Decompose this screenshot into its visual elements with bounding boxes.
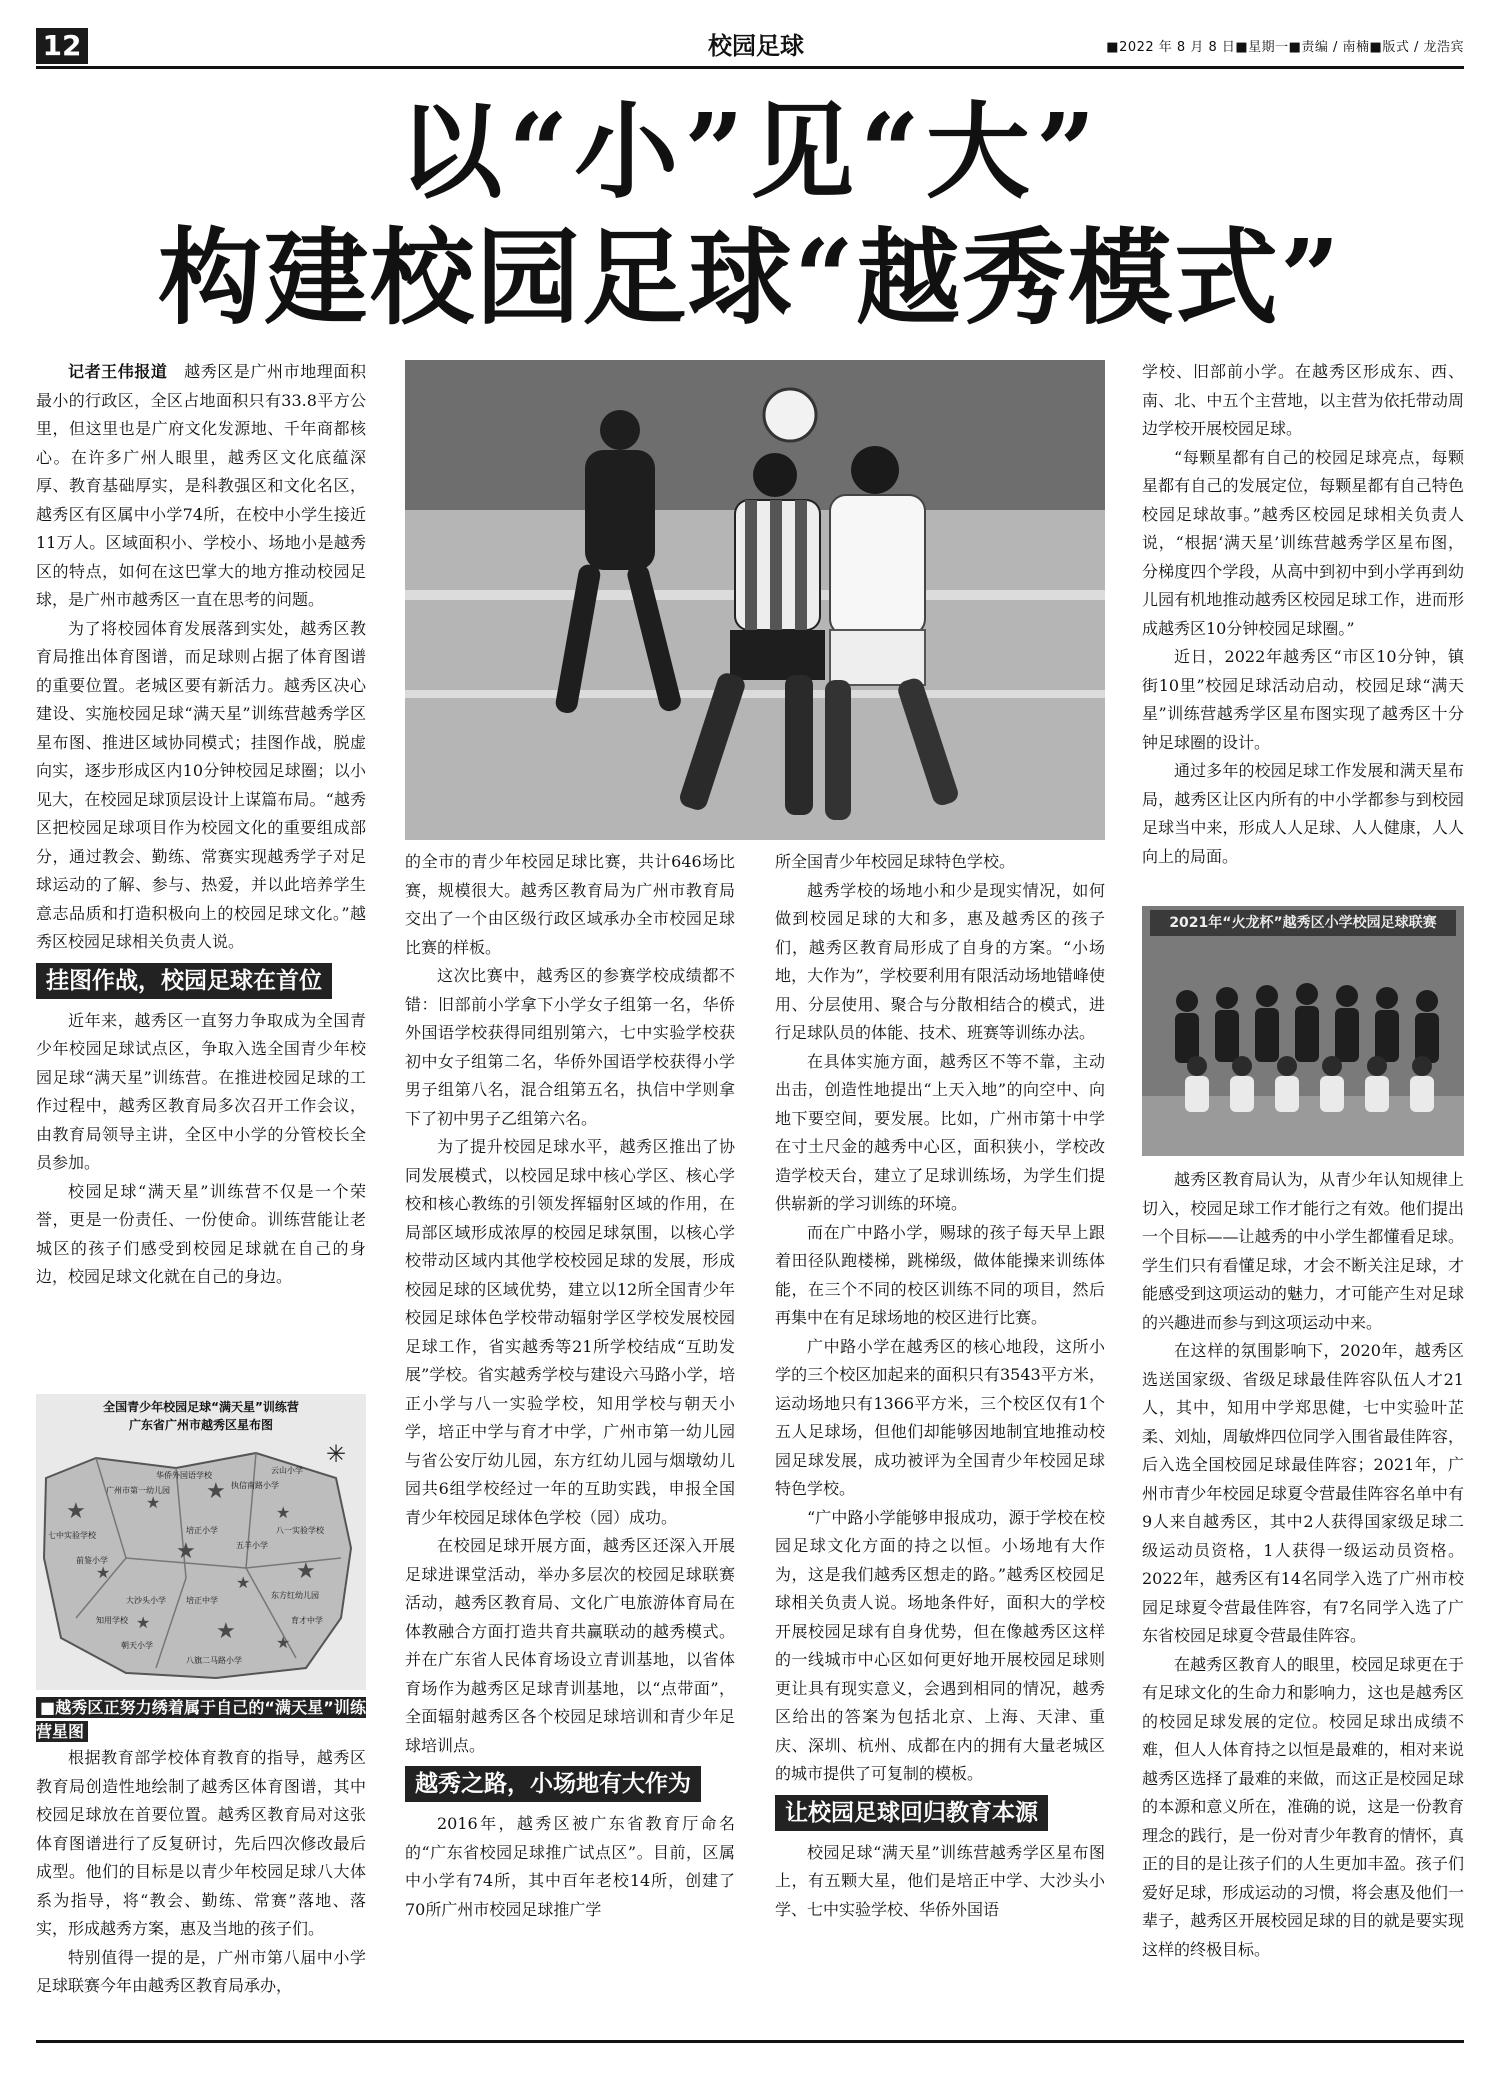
team-photo-banner: 2021年“火龙杯”越秀区小学校园足球联赛 (1150, 910, 1456, 936)
paragraph: 越秀区教育局认为，从青少年认知规律上切入，校园足球工作才能行之有效。他们提出一个目标——让越秀的中小学生都懂看足球。学生们只有看懂足球，才会不断关注足球，才能感受到这项运动的魅力，才可能产生对足球的兴趣进而参与到这项运动中来。 (1142, 1170, 1464, 1332)
headline-line-1: 以“小”见“大” (398, 90, 1102, 213)
map-label: 朝天小学 (121, 1641, 153, 1650)
map-label: 大沙头小学 (126, 1596, 166, 1605)
map-label: 八旗二马路小学 (186, 1656, 242, 1665)
paragraph: 校园足球“满天星”训练营越秀学区星布图上，有五颗大星，他们是培正中学、大沙头小学、七中实验学校、华侨外国语 (775, 1842, 1105, 1919)
paragraph: 所全国青少年校园足球特色学校。 (775, 852, 1016, 871)
paragraph: “每颗星都有自己的校园足球亮点，每颗星都有自己的发展定位，每颗星都有自己特色校园足球故事。”越秀区校园足球相关负责人说，“根据‘满天星’训练营越秀学区星布图，分梯度四个学段，从高中到初中到小学再到幼儿园有机地推动越秀区校园足球工作，进而形成越秀区10分钟校园足球圈。” (1142, 447, 1464, 638)
map-label: 七中实验学校 (48, 1531, 96, 1540)
paragraph: 在具体实施方面，越秀区不等不靠，主动出击，创造性地提出“上天入地”的向空中、向地下要空间，要发展。比如，广州市第十中学在寸土尺金的越秀中心区，面积狭小，学校改造学校天台，建立了足球训练场，为学生们提供崭新的学习训练的环境。 (775, 1051, 1105, 1213)
paragraph: 通过多年的校园足球工作发展和满天星布局，越秀区让区内所有的中小学都参与到校园足球当中来，形成人人足球、人人健康，人人向上的局面。 (1142, 761, 1464, 866)
column-3 (775, 848, 1105, 1924)
map-label: 培正小学 (186, 1526, 218, 1535)
star-icon: ★ (276, 1503, 291, 1522)
column-4-lower (1142, 1166, 1464, 1964)
map-caption: ■越秀区正努力绣着属于自己的“满天星”训练营星图 (36, 1698, 366, 1741)
map-label: 云山小学 (271, 1466, 303, 1475)
column-1 (36, 358, 366, 1292)
lead-paragraph: 越秀区是广州市地理面积最小的行政区，全区占地面积只有33.8平方公里，但这里也是广府文化发源地、千年商都核心。在许多广州人眼里，越秀区文化底蕴深厚、教育基础厚实，是科教强区和文化名区，越秀区有区属中小学74所，在校中小学生接近11万人。区域面积小、学校小、场地小是越秀区的特点，如何在这巴掌大的地方推动校园足球，是广州市越秀区一直在思考的问题。 (36, 362, 366, 609)
paragraph: 而在广中路小学，赐球的孩子每天早上跟着田径队跑楼梯，跳梯级，做体能操来训练体能，在三个不同的校区训练不同的项目，然后再集中在有足球场地的校区进行比赛。 (775, 1222, 1105, 1327)
masthead-rule (36, 66, 1464, 69)
star-icon: ★ (66, 1499, 86, 1524)
map-title-1: 全国青少年校园足球“满天星”训练营 (103, 1400, 299, 1414)
paragraph: 2016年，越秀区被广东省教育厅命名的“广东省校园足球推广试点区”。目前，区属中小学有74所，其中百年老校14所，创建了70所广州市校园足球推广学 (405, 1814, 735, 1919)
star-icon: ★ (136, 1613, 151, 1632)
paragraph: 为了提升校园足球水平，越秀区推出了协同发展模式，以校园足球中核心学区、核心学校和核心教练的引领发挥辐射区域的作用，在局部区域形成浓厚的校园足球氛围，以核心学校带动区域内其他学校校园足球的发展，形成校园足球的区域优势，建立以12所全国青少年校园足球体色学校带动辐射学区学校发展校园足球工作，省实越秀等21所学校结成“互助发展”学校。省实越秀学校与建设六马路小学，培正小学与八一实验学校，知用学校与朝天小学，培正中学与育才中学，广州市第一幼儿园与省公安厅幼儿园，东方红幼儿园与烟墩幼儿园共6组学校经过一年的互助实践，申报全国青少年校园足球体色学校（园）成功。 (405, 1137, 735, 1527)
column-4 (1142, 358, 1464, 871)
subhead-3: 让校园足球回归教育本源 (775, 1795, 1048, 1831)
bottom-rule (36, 2040, 1464, 2043)
district-map (36, 1438, 366, 1688)
team-photo-illustration (1142, 906, 1464, 1156)
issue-info: ■2022 年 8 月 8 日■星期一■责编 / 南楠■版式 / 龙浩宾 (1106, 40, 1464, 55)
map-label: 东方红幼儿园 (271, 1591, 319, 1600)
paragraph: 在这样的氛围影响下，2020年，越秀区选送国家级、省级足球最佳阵容队伍人才21人，其中，知用中学郑思健，七中实验叶芷柔、刘灿，周敏烨四位同学入围省最佳阵容，后入选全国校园足球最佳阵容；2021年，广州市青少年校园足球夏令营最佳阵容名单中有9人来自越秀区，其中2人获得国家级足球二级运动员资格，1人获得一级运动员资格。2022年，越秀区有14名同学入选了广州市校园足球夏令营最佳阵容，有7名同学入选了广东省校园足球夏令营最佳阵容。 (1142, 1341, 1464, 1645)
column-1-lower (36, 1696, 366, 2001)
star-icon: ★ (176, 1539, 196, 1564)
paragraph: 根据教育部学校体育教育的指导，越秀区教育局创造性地绘制了越秀区体育图谱，其中校园足球放在首要位置。越秀区教育局对这张体育图谱进行了反复研讨，先后四次修改最后成型。他们的目标是以青少年校园足球八大体系为指导，将“教会、勤练、常赛”落地、落实，形成越秀方案，惠及当地的孩子们。 (36, 1748, 366, 1938)
star-icon: ★ (236, 1573, 251, 1592)
paragraph: “广中路小学能够申报成功，源于学校在校园足球文化方面的持之以恒。小场地有大作为，这是我们越秀区想走的路。”越秀区校园足球相关负责人说。场地条件好，面积大的学校开展校园足球有自身优势，但在像越秀区这样的一线城市中心区如何更好地开展校园足球则更让具有现实意义，会遇到相同的情况，越秀区给出的答案为包括北京、上海、天津、重庆、深圳、杭州、成都在内的拥有大量老城区的城市提供了可复制的模板。 (775, 1507, 1105, 1783)
map-label: 执信南路小学 (231, 1481, 279, 1490)
team-photo (1142, 906, 1464, 1156)
map-label: 八一实验学校 (276, 1526, 324, 1535)
paragraph: 特别值得一提的是，广州市第八届中小学足球联赛今年由越秀区教育局承办， (36, 1947, 366, 1995)
headline-line-2: 构建校园足球“越秀模式” (158, 216, 1342, 339)
map-label: 育才中学 (291, 1616, 323, 1625)
subhead-2: 越秀之路，小场地有大作为 (405, 1766, 701, 1802)
map-label: 知用学校 (96, 1616, 128, 1625)
map-label: 五羊小学 (236, 1541, 268, 1550)
subhead-1: 挂图作战，校园足球在首位 (36, 963, 332, 999)
paragraph: 近日，2022年越秀区“市区10分钟，镇街10里”校园足球活动启动，校园足球“满天星”训练营越秀学区星布图实现了越秀区十分钟足球圈的设计。 (1142, 647, 1464, 752)
map-label: 培正中学 (186, 1596, 218, 1605)
star-icon: ★ (296, 1559, 316, 1584)
map-label: 广州市第一幼儿园 (106, 1486, 170, 1495)
map-label: 前鉴小学 (76, 1556, 108, 1565)
masthead (36, 28, 1464, 64)
star-icon: ★ (276, 1633, 291, 1652)
map-title-2: 广东省广州市越秀区星布图 (128, 1418, 273, 1432)
paragraph: 校园足球“满天星”训练营不仅是一个荣誉，更是一份责任、一份使命。训练营能让老城区的孩子们感受到校园足球就在自己的身边，校园足球文化就在自己的身边。 (36, 1181, 366, 1286)
paragraph: 这次比赛中，越秀区的参赛学校成绩都不错：旧部前小学拿下小学女子组第一名，华侨外国语学校获得同组别第六，七中实验学校获初中女子组第二名，华侨外国语学校获得小学男子组第八名，混合组第五名，执信中学则拿下了初中男子乙组第六名。 (405, 966, 735, 1128)
column-2 (405, 848, 735, 1924)
paragraph: 近年来，越秀区一直努力争取成为全国青少年校园足球试点区，争取入选全国青少年校园足球“满天星”训练营。在推进校园足球的工作过程中，越秀区教育局多次召开工作会议，由教育局领导主讲，全区中小学的分管校长全员参加。 (36, 1010, 366, 1172)
paragraph: 在越秀区教育人的眼里，校园足球更在于有足球文化的生命力和影响力，这也是越秀区的校园足球发展的定位。校园足球出成绩不难，但人人体育持之以恒是最难的，相对来说越秀区选择了最难的来做，而这正是校园足球的本源和意义所在，准确的说，这是一份教育理念的践行，是一份对青少年教育的情怀，真正的目的是让孩子们的人生更加丰盈。孩子们爱好足球，形成运动的习惯，将会惠及他们一辈子，越秀区开展校园足球的目的就是要实现这样的终极目标。 (1142, 1654, 1464, 1959)
byline: 记者王伟报道 (68, 362, 168, 381)
paragraph: 在校园足球开展方面，越秀区还深入开展足球进课堂活动，举办多层次的校园足球联赛活动，越秀区教育局、文化广电旅游体育局在体教融合方面打造共育共赢联动的越秀模式。并在广东省人民体育场设立青训基地，以省体育场作为越秀区足球青训基地，以“点带面”，全面辐射越秀区各个校园足球培训和青少年足球培训点。 (405, 1536, 735, 1755)
paragraph: 越秀学校的场地小和少是现实情况，如何做到校园足球的大和多，惠及越秀区的孩子们，越秀区教育局形成了自身的方案。“小场地，大作为”，学校要利用有限活动场地错峰使用、分层使用、聚合与分散相结合的模式，进行足球队员的体能、技术、班赛等训练办法。 (775, 880, 1105, 1042)
star-icon: ★ (206, 1479, 226, 1504)
star-icon: ★ (146, 1493, 161, 1512)
star-map-figure (36, 1394, 366, 1690)
main-photo-soccer-match (405, 360, 1105, 840)
section-title: 校园足球 (708, 32, 804, 60)
paragraph: 广中路小学在越秀区的核心地段，这所小学的三个校区加起来的面积只有3543平方米，运动场地只有1366平方米，三个校区仅有1个五人足球场，但他们却能够因地制宜地推动校园足球发展，成功被评为全国青少年校园足球特色学校。 (775, 1336, 1105, 1498)
page-number: 12 (36, 28, 88, 64)
paragraph: 为了将校园体育发展落到实处，越秀区教育局推出体育图谱，而足球则占据了体育图谱的重要位置。老城区要有新活力。越秀区决心建设、实施校园足球“满天星”训练营越秀学区星布图、推进区域协同模式；挂图作战，脱虚向实，逐步形成区内10分钟校园足球圈；以小见大，在校园足球顶层设计上谋篇布局。“越秀区把校园足球项目作为校园文化的重要组成部分，通过教会、勤练、常赛实现越秀学子对足球运动的了解、参与、热爱，并以此培养学生意志品质和打造积极向上的校园足球文化。”越秀区校园足球相关负责人说。 (36, 618, 366, 951)
map-label: 华侨外国语学校 (156, 1471, 212, 1480)
paragraph: 的全市的青少年校园足球比赛，共计646场比赛，规模很大。越秀区教育局为广州市教育局交出了一个由区级行政区域承办全市校园足球比赛的样板。 (405, 852, 735, 957)
star-icon: ★ (96, 1563, 111, 1582)
paragraph: 学校、旧部前小学。在越秀区形成东、西、南、北、中五个主营地，以主营为依托带动周边学校开展校园足球。 (1142, 362, 1464, 438)
compass-icon: ✳ (326, 1440, 347, 1468)
star-icon: ★ (216, 1619, 236, 1644)
main-photo-illustration (405, 360, 1105, 840)
